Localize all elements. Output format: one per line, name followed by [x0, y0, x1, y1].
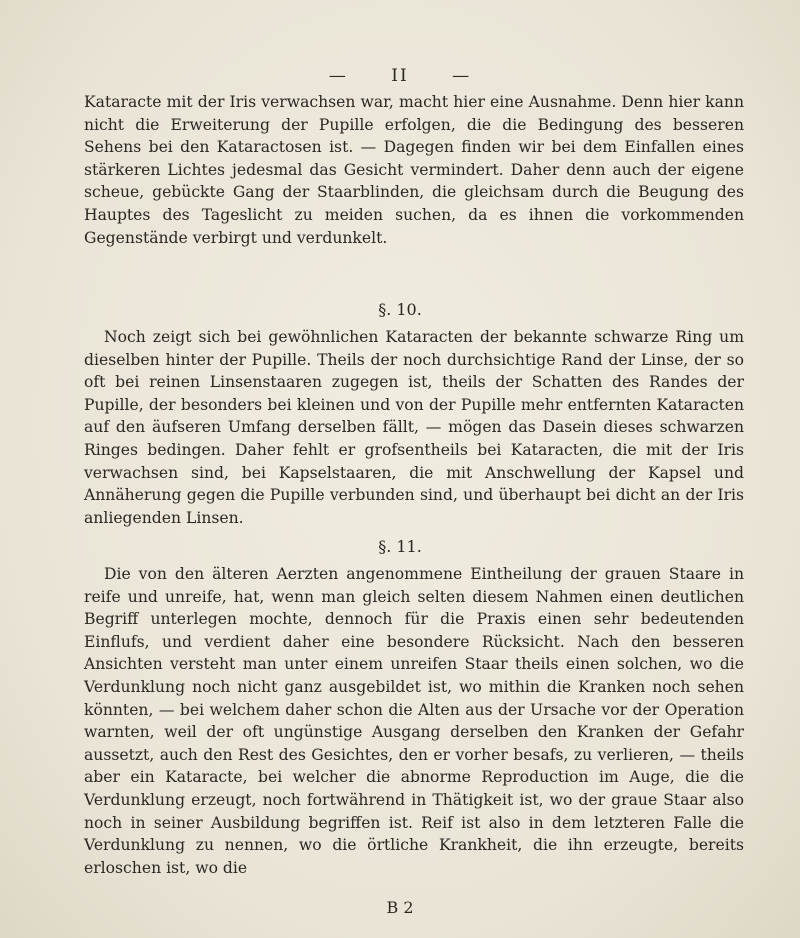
- section-heading-10: §. 10.: [378, 300, 422, 319]
- page-header: [0, 66, 800, 86]
- paragraph-block-1: [84, 91, 744, 249]
- signature-mark: B 2: [386, 898, 414, 917]
- paragraph-block-2: [84, 326, 744, 529]
- paragraph-1: Kataracte mit der Iris verwachsen war, macht hier eine Ausnahme. Denn hier kann nicht die Erweiterung der Pupille erfolgen, die die Bedingung des besseren Sehens bei den Kataractosen ist. — Dagegen finden wir bei dem Einfallen eines stärkeren Lichtes jedesmal das Gesicht vermindert. Daher denn auch der eigene scheue, gebückte Gang der Staarblinden, die gleichsam durch die Beugung des Hauptes des Tageslicht zu meiden suchen, da es ihnen die vorkommenden Gegenstände verbirgt und verdunkelt.: [84, 93, 744, 247]
- header-dash-left: —: [328, 66, 348, 86]
- paragraph-3: Die von den älteren Aerzten angenommene Eintheilung der grauen Staare in reife und unreife, hat, wenn man gleich selten diesem Nahmen einen deutlichen Begriff unterlegen mochte, dennoch für die Praxis einen sehr bedeutenden Einflufs, und verdient daher eine besondere Rücksicht. Nach den besseren Ansichten versteht man unter einem unreifen Staar theils einen solchen, wo die Verdunklung noch nicht ganz ausgebildet ist, wo mithin die Kranken noch sehen könnten, — bei welchem daher schon die Alten aus der Ursache vor der Operation warnten, weil der oft ungünstige Ausgang derselben den Kranken der Gefahr aussetzt, auch den Rest des Gesichtes, den er vorher besafs, zu verlieren, — theils aber ein Kataracte, bei welcher die abnorme Reproduction im Auge, die die Verdunklung erzeugt, noch fortwährend in Thätigkeit ist, wo der graue Staar also noch in seiner Ausbildung begriffen ist. Reif ist also in dem letzteren Falle die Verdunklung zu nennen, wo die örtliche Krankheit, die ihn erzeugte, bereits erloschen ist, wo die: [84, 565, 744, 877]
- page-number: II: [391, 66, 409, 86]
- paragraph-2: Noch zeigt sich bei gewöhnlichen Kataracten der bekannte schwarze Ring um dieselben hinter der Pupille. Theils der noch durchsichtige Rand der Linse, der so oft bei reinen Linsenstaaren zugegen ist, theils der Schatten des Randes der Pupille, der besonders bei kleinen und von der Pupille mehr entfernten Kataracten auf den äufseren Umfang derselben fällt, — mögen das Dasein dieses schwarzen Ringes bedingen. Daher fehlt er grofsentheils bei Kataracten, die mit der Iris verwachsen sind, bei Kapselstaaren, die mit Anschwellung der Kapsel und Annäherung gegen die Pupille verbunden sind, und überhaupt bei dicht an der Iris anliegenden Linsen.: [84, 328, 744, 527]
- section-heading-11: §. 11.: [378, 537, 422, 556]
- paragraph-block-3: [84, 563, 744, 879]
- header-dash-right: —: [452, 66, 472, 86]
